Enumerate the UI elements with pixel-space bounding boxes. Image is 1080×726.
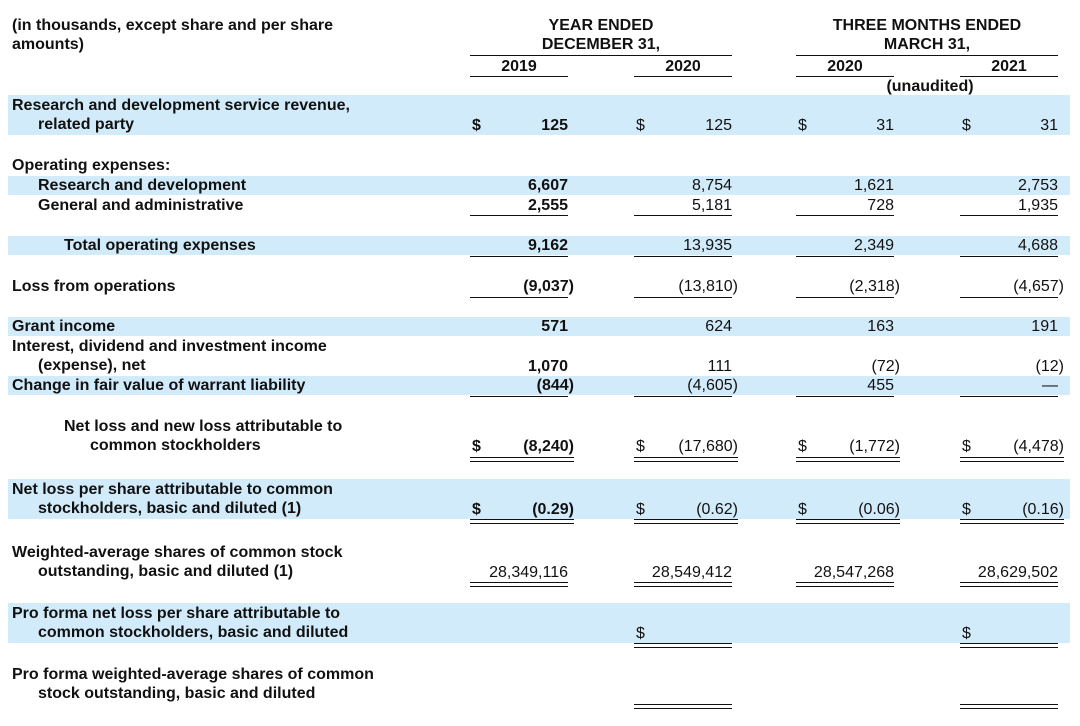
- value-grant-q2020: 163: [867, 318, 894, 335]
- label-research-development: Research and development: [38, 177, 247, 194]
- value-eps-q2021: (0.16): [1022, 501, 1064, 518]
- value-total-opex-q2020: 2,349: [853, 237, 894, 254]
- subtotal-rule: [634, 215, 732, 216]
- column-header-rule-1: [634, 76, 732, 77]
- label-net-loss: Net loss and new loss attributable to common stockholders: [64, 418, 343, 454]
- dollar-sign: $: [798, 438, 807, 455]
- other-income-rule: [960, 396, 1058, 397]
- subtotal-rule: [796, 215, 894, 216]
- shares-double-rule: [470, 582, 568, 587]
- value-shares-2020: 28,549,412: [651, 564, 732, 581]
- label-weighted-average-shares: Weighted-average shares of common stock outstanding, basic and diluted (1): [12, 544, 343, 580]
- label-interest-income: Interest, dividend and investment income (expense), net: [12, 338, 327, 374]
- unaudited-label: (unaudited): [886, 78, 974, 95]
- value-net-loss-q2021: (4,478): [1013, 438, 1064, 455]
- value-eps-2020: (0.62): [696, 501, 738, 518]
- column-header-2021: 2021: [991, 58, 1027, 75]
- other-income-rule: [634, 396, 732, 397]
- column-header-2019: 2019: [501, 58, 537, 75]
- net-loss-double-rule: [634, 457, 738, 462]
- value-interest-2019: 1,070: [527, 358, 568, 375]
- value-ga-2020: 5,181: [691, 197, 732, 214]
- label-loss-from-operations: Loss from operations: [12, 278, 176, 295]
- value-rd-q2021: 2,753: [1017, 177, 1058, 194]
- value-ga-q2021: 1,935: [1017, 197, 1058, 214]
- units-note: (in thousands, except share and per share amounts): [12, 17, 333, 53]
- dollar-sign: $: [962, 501, 971, 518]
- value-interest-2020: 111: [707, 358, 732, 375]
- loss-ops-rule: [634, 297, 732, 298]
- label-total-operating-expenses: Total operating expenses: [64, 237, 256, 254]
- pro-forma-shares-double-rule: [634, 704, 732, 709]
- value-eps-q2020: (0.06): [858, 501, 900, 518]
- dollar-sign: $: [798, 117, 807, 134]
- loss-ops-rule: [796, 297, 894, 298]
- value-warrant-2020: (4,605): [687, 377, 738, 394]
- value-revenue-q2021: 31: [1040, 117, 1058, 134]
- value-interest-q2020: (72): [871, 358, 900, 375]
- value-warrant-2019: (844): [536, 377, 574, 394]
- dollar-sign: $: [636, 117, 645, 134]
- value-grant-2020: 624: [705, 318, 732, 335]
- value-warrant-q2021: —: [1042, 377, 1058, 394]
- value-net-loss-q2020: (1,772): [849, 438, 900, 455]
- subtotal-rule: [470, 215, 568, 216]
- value-ga-q2020: 728: [867, 197, 894, 214]
- shares-double-rule: [634, 582, 732, 587]
- loss-ops-rule: [960, 297, 1058, 298]
- value-shares-2019: 28,349,116: [489, 564, 568, 581]
- value-interest-q2021: (12): [1035, 358, 1064, 375]
- value-eps-2019: (0.29): [532, 501, 574, 518]
- shares-double-rule: [796, 582, 894, 587]
- label-pro-forma-shares: Pro forma weighted-average shares of common stock outstanding, basic and diluted: [12, 666, 374, 702]
- dollar-sign: $: [636, 501, 645, 518]
- header-group-three-months: THREE MONTHS ENDED MARCH 31,: [832, 17, 1022, 53]
- other-income-rule: [470, 396, 568, 397]
- label-general-administrative: General and administrative: [38, 197, 244, 214]
- header-group-year-rule: [470, 55, 732, 56]
- dollar-sign: $: [472, 117, 481, 134]
- value-loss-ops-q2021: (4,657): [1013, 278, 1064, 295]
- label-operating-expenses: Operating expenses:: [12, 157, 171, 174]
- value-revenue-2020: 125: [705, 117, 732, 134]
- total-rule: [796, 256, 894, 257]
- net-loss-double-rule: [796, 457, 900, 462]
- column-header-2020-year: 2020: [665, 58, 701, 75]
- label-grant-income: Grant income: [12, 318, 116, 335]
- pro-forma-eps-double-rule: [634, 643, 732, 648]
- label-pro-forma-loss-per-share: Pro forma net loss per share attributable to common stockholders, basic and diluted: [12, 605, 349, 641]
- dollar-sign: $: [962, 625, 971, 642]
- label-warrant-liability: Change in fair value of warrant liability: [12, 377, 306, 394]
- label-net-loss-per-share: Net loss per share attributable to common stockholders, basic and diluted (1): [12, 481, 333, 517]
- eps-double-rule: [960, 519, 1064, 524]
- dollar-sign: $: [636, 625, 645, 642]
- value-ga-2019: 2,555: [527, 197, 568, 214]
- value-revenue-2019: 125: [541, 117, 568, 134]
- value-loss-ops-2020: (13,810): [678, 278, 738, 295]
- dollar-sign: $: [472, 501, 481, 518]
- dollar-sign: $: [962, 117, 971, 134]
- value-total-opex-2019: 9,162: [527, 237, 568, 254]
- column-header-rule-0: [470, 76, 568, 77]
- value-net-loss-2019: (8,240): [523, 438, 574, 455]
- value-net-loss-2020: (17,680): [678, 438, 738, 455]
- value-total-opex-2020: 13,935: [683, 237, 732, 254]
- pro-forma-eps-double-rule: [960, 643, 1058, 648]
- pro-forma-shares-double-rule: [960, 704, 1058, 709]
- value-shares-q2020: 28,547,268: [813, 564, 894, 581]
- value-revenue-q2020: 31: [876, 117, 894, 134]
- header-group-year-ended: YEAR ENDED DECEMBER 31,: [541, 17, 661, 53]
- dollar-sign: $: [798, 501, 807, 518]
- dollar-sign: $: [472, 438, 481, 455]
- column-header-2020-quarter: 2020: [827, 58, 863, 75]
- total-rule: [634, 256, 732, 257]
- value-loss-ops-q2020: (2,318): [849, 278, 900, 295]
- value-grant-2019: 571: [541, 318, 568, 335]
- total-rule: [960, 256, 1058, 257]
- other-income-rule: [796, 396, 894, 397]
- loss-ops-rule: [470, 297, 568, 298]
- value-total-opex-q2021: 4,688: [1017, 237, 1058, 254]
- net-loss-double-rule: [470, 457, 574, 462]
- value-grant-q2021: 191: [1031, 318, 1058, 335]
- shares-double-rule: [960, 582, 1058, 587]
- dollar-sign: $: [962, 438, 971, 455]
- eps-double-rule: [634, 519, 738, 524]
- net-loss-double-rule: [960, 457, 1064, 462]
- total-rule: [470, 256, 568, 257]
- value-loss-ops-2019: (9,037): [523, 278, 574, 295]
- eps-double-rule: [796, 519, 900, 524]
- dollar-sign: $: [636, 438, 645, 455]
- value-rd-2020: 8,754: [691, 177, 732, 194]
- value-rd-2019: 6,607: [527, 177, 568, 194]
- header-group-three-months-rule: [796, 55, 1058, 56]
- eps-double-rule: [470, 519, 574, 524]
- subtotal-rule: [960, 215, 1058, 216]
- value-warrant-q2020: 455: [867, 377, 894, 394]
- value-rd-q2020: 1,621: [853, 177, 894, 194]
- label-rd-service-revenue: Research and development service revenue, related party: [12, 97, 350, 133]
- value-shares-q2021: 28,629,502: [977, 564, 1058, 581]
